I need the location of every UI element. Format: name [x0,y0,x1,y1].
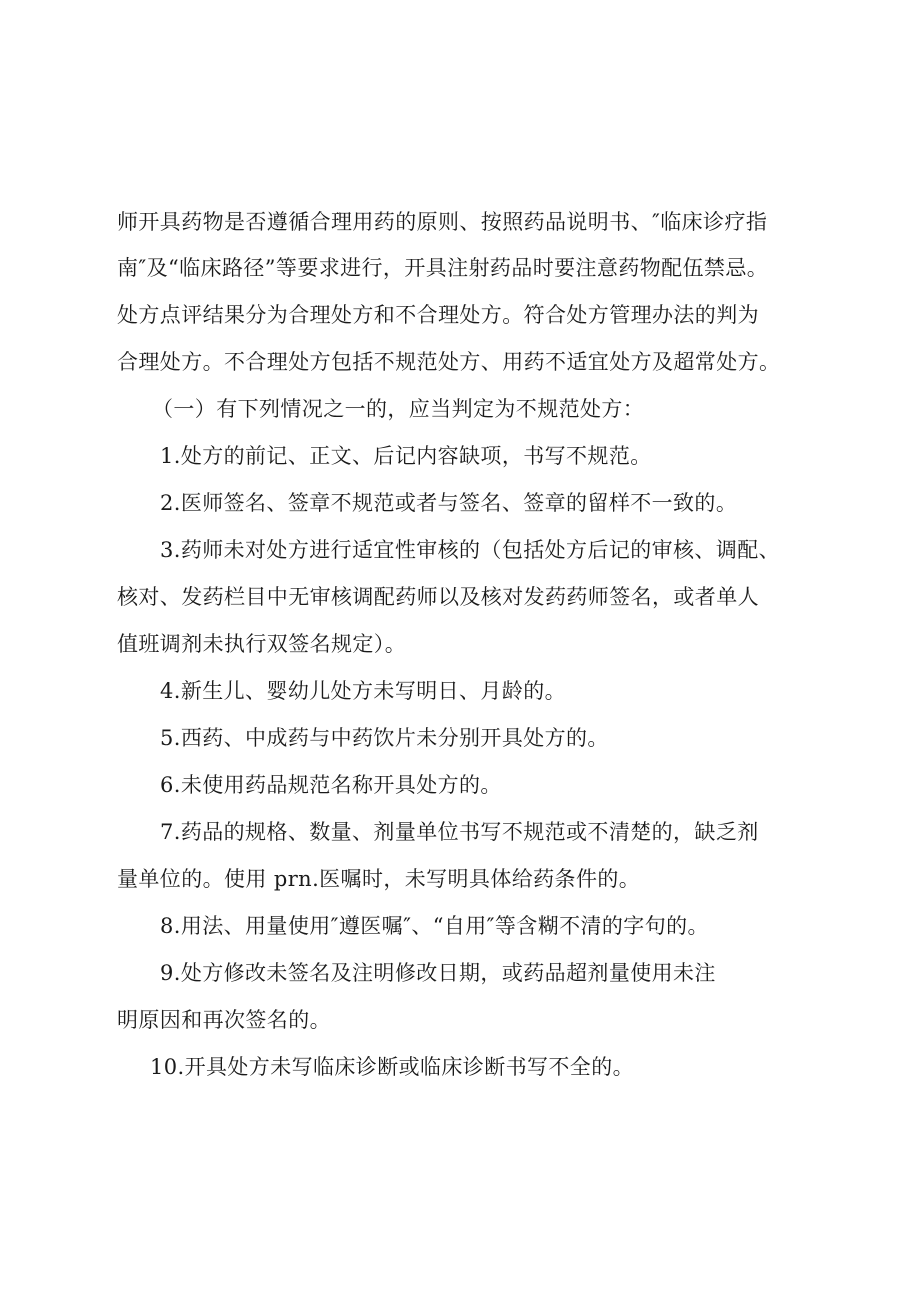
list-item: 7.药品的规格、数量、剂量单位书写不规范或不清楚的，缺乏剂 [160,820,759,844]
paragraph-line: 处方点评结果分为合理处方和不合理处方。符合处方管理办法的判为 [117,303,759,327]
list-item: 9.处方修改未签名及注明修改日期，或药品超剂量使用未注 [160,961,716,985]
list-item: 4.新生儿、婴幼儿处方未写明日、月龄的。 [160,679,567,703]
list-item-continuation: 值班调剂未执行双签名规定）。 [117,632,407,656]
list-item: 5.西药、中成药与中药饮片未分别开具处方的。 [160,726,609,750]
paragraph-line: 南″及“临床路径”等要求进行，开具注射药品时要注意药物配伍禁忌。 [117,256,769,280]
section-heading: （一）有下列情况之一的，应当判定为不规范处方： [152,397,645,421]
list-item: 3.药师未对处方进行适宜性审核的（包括处方后记的审核、调配、 [160,538,781,562]
paragraph-line: 师开具药物是否遵循合理用药的原则、按照药品说明书、″临床诊疗指 [117,210,768,234]
list-item-continuation: 明原因和再次签名的。 [117,1008,331,1032]
list-item: 1.处方的前记、正文、后记内容缺项，书写不规范。 [160,444,652,468]
list-item-continuation: 量单位的。使用 prn.医嘱时，未写明具体给药条件的。 [117,867,641,891]
list-item-continuation: 核对、发药栏目中无审核调配药师以及核对发药药师签名，或者单人 [117,585,759,609]
list-item: 8.用法、用量使用″遵医嘱″、“自用″等含糊不清的字句的。 [160,914,709,938]
list-item: 6.未使用药品规范名称开具处方的。 [160,773,502,797]
list-item: 10.开具处方未写临床诊断或临床诊断书写不全的。 [150,1055,634,1079]
paragraph-line: 合理处方。不合理处方包括不规范处方、用药不适宜处方及超常处方。 [117,350,781,374]
list-item: 2.医师签名、签章不规范或者与签名、签章的留样不一致的。 [160,491,738,515]
